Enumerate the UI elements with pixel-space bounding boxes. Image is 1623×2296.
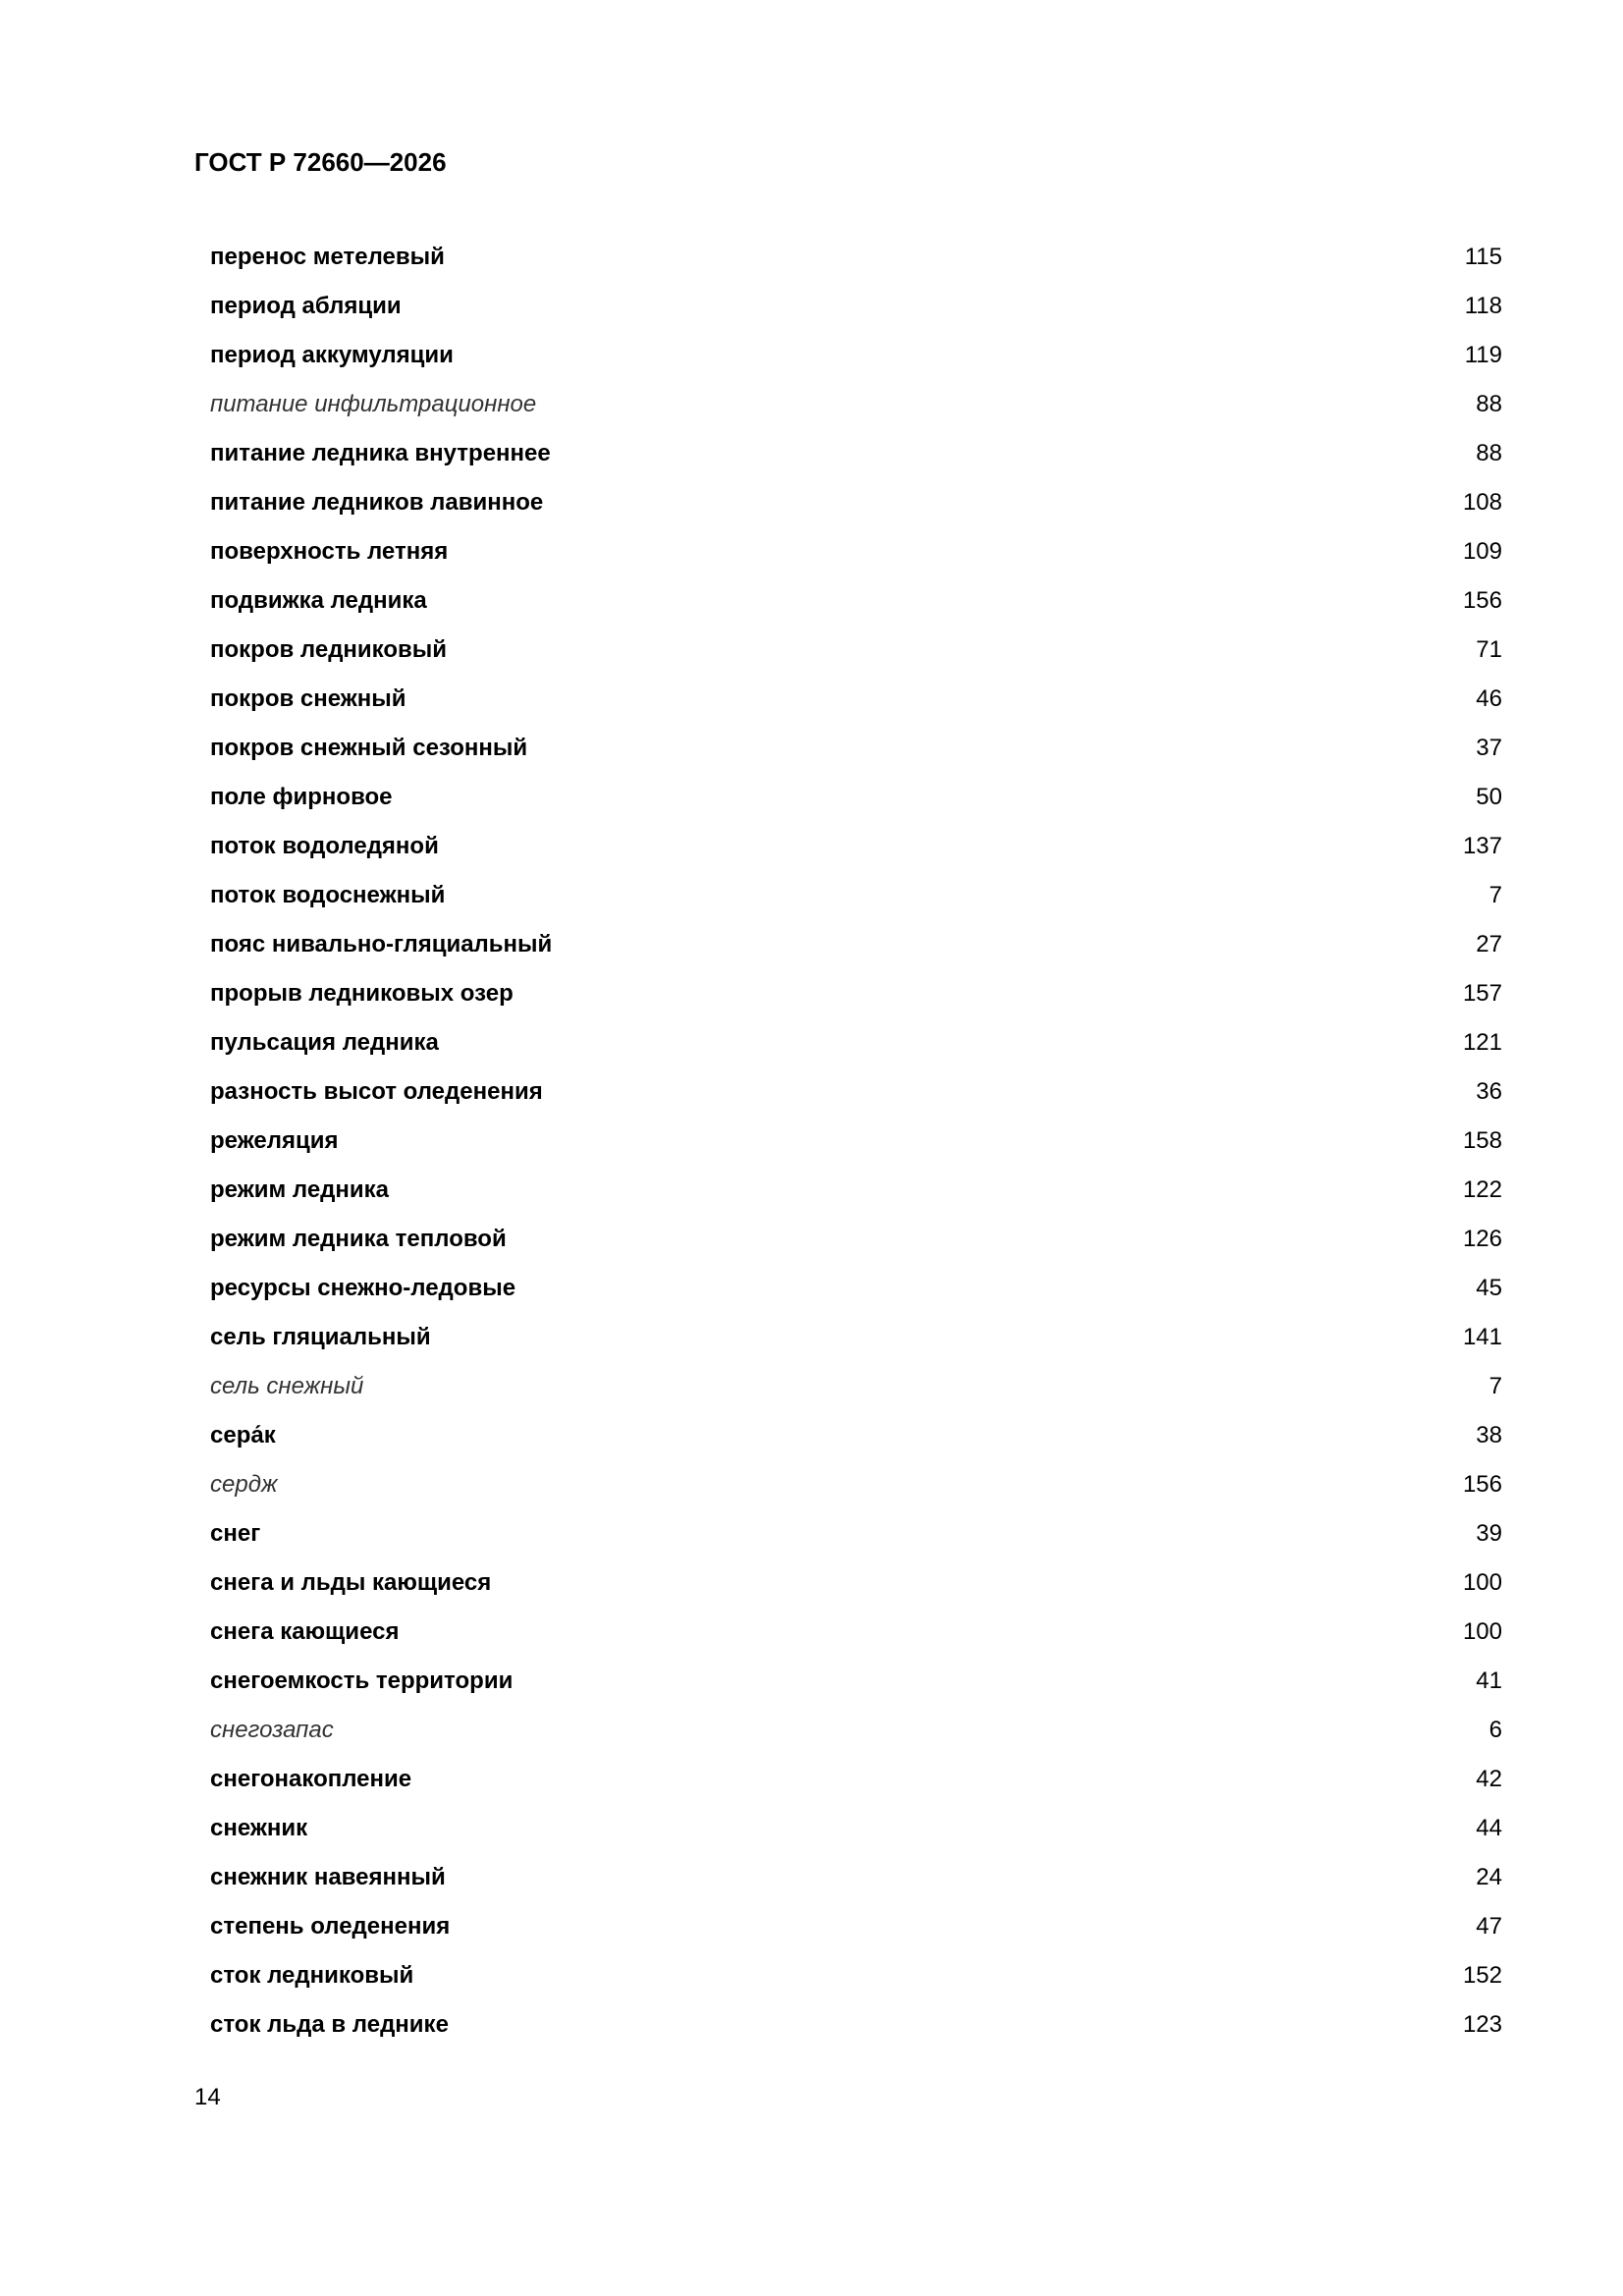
index-term: сток ледниковый (210, 1962, 414, 1989)
index-term: степень оледенения (210, 1913, 451, 1940)
index-entry (210, 483, 1502, 532)
index-entry (210, 1809, 1502, 1858)
index-term: поверхность летняя (210, 538, 449, 565)
index-entry (210, 385, 1502, 434)
index-entry (210, 1121, 1502, 1171)
index-term-number: 156 (1462, 587, 1502, 614)
index-term-number: 27 (1476, 931, 1502, 957)
index-term-number: 44 (1476, 1815, 1502, 1841)
index-entry (210, 827, 1502, 876)
index-entry (210, 1220, 1502, 1269)
index-term: сель гляциальный (210, 1324, 431, 1350)
index-term: поток водоснежный (210, 882, 446, 908)
index-term: покров снежный (210, 685, 406, 712)
index-term: пояс нивально-гляциальный (210, 931, 553, 957)
index-term: снежник (210, 1815, 308, 1841)
index-term: снега кающиеся (210, 1618, 400, 1645)
index-term-number: 141 (1462, 1324, 1502, 1350)
index-entry (210, 1662, 1502, 1711)
index-entry (210, 876, 1502, 925)
index-term-number: 137 (1462, 833, 1502, 859)
index-entry (210, 1613, 1502, 1662)
index-term-number: 7 (1488, 882, 1502, 908)
index-term-number: 88 (1476, 391, 1502, 417)
index-entry (210, 238, 1502, 287)
index-term: покров ледниковый (210, 636, 448, 663)
index-entry (210, 1023, 1502, 1072)
index-term-number: 42 (1476, 1766, 1502, 1792)
index-term-number: 109 (1462, 538, 1502, 565)
index-term-number: 123 (1462, 2011, 1502, 2038)
index-term-number: 121 (1462, 1029, 1502, 1056)
index-entry (210, 1907, 1502, 1956)
index-term: сток льда в леднике (210, 2011, 449, 2038)
index-term-number: 36 (1476, 1078, 1502, 1105)
index-term-number: 100 (1462, 1618, 1502, 1645)
index-term-number: 38 (1476, 1422, 1502, 1449)
index-entry (210, 1956, 1502, 2005)
index-entry (210, 925, 1502, 974)
index-entry (210, 778, 1502, 827)
index-entry (210, 680, 1502, 729)
index-term: разность высот оледенения (210, 1078, 543, 1105)
index-term: режеляция (210, 1127, 339, 1154)
index-term: поле фирновое (210, 784, 393, 810)
page-number: 14 (194, 2084, 221, 2110)
index-entry (210, 532, 1502, 581)
index-entry (210, 2005, 1502, 2054)
index-term-number: 115 (1464, 244, 1502, 270)
index-term: снегонакопление (210, 1766, 412, 1792)
index-term-number: 156 (1462, 1471, 1502, 1498)
index-term: питание ледников лавинное (210, 489, 544, 516)
index-entry (210, 336, 1502, 385)
index-term-number: 100 (1462, 1569, 1502, 1596)
index-entry (210, 1563, 1502, 1613)
index-entry (210, 729, 1502, 778)
index-term: сердж (210, 1471, 278, 1498)
index-term-number: 108 (1462, 489, 1502, 516)
index-term: питание инфильтрационное (210, 391, 537, 417)
index-entry (210, 1269, 1502, 1318)
index-entry (210, 1318, 1502, 1367)
index-entry (210, 630, 1502, 680)
index-term-number: 122 (1462, 1176, 1502, 1203)
index-term-number: 24 (1476, 1864, 1502, 1890)
index-entry (210, 1465, 1502, 1514)
index-term-number: 157 (1462, 980, 1502, 1007)
index-term: пульсация ледника (210, 1029, 439, 1056)
index-term-number: 47 (1476, 1913, 1502, 1940)
index-term: снег (210, 1520, 261, 1547)
index-term: покров снежный сезонный (210, 735, 528, 761)
index-term-number: 41 (1476, 1667, 1502, 1694)
index-entry (210, 974, 1502, 1023)
alphabetical-index (210, 238, 1502, 2054)
index-entry (210, 1760, 1502, 1809)
index-term-number: 39 (1476, 1520, 1502, 1547)
index-term: режим ледника тепловой (210, 1226, 507, 1252)
index-term: подвижка ледника (210, 587, 427, 614)
index-entry (210, 1072, 1502, 1121)
index-entry (210, 287, 1502, 336)
index-term-number: 6 (1488, 1717, 1502, 1743)
index-term: сера́к (210, 1422, 276, 1449)
index-entry (210, 1514, 1502, 1563)
index-term-number: 37 (1476, 735, 1502, 761)
index-entry (210, 1858, 1502, 1907)
index-term-number: 88 (1476, 440, 1502, 466)
index-term-number: 46 (1476, 685, 1502, 712)
index-term: период аккумуляции (210, 342, 454, 368)
index-entry (210, 1367, 1502, 1416)
index-term: снегоемкость территории (210, 1667, 514, 1694)
index-entry (210, 434, 1502, 483)
index-term: ресурсы снежно-ледовые (210, 1275, 516, 1301)
index-term-number: 7 (1488, 1373, 1502, 1399)
index-term: снежник навеянный (210, 1864, 446, 1890)
index-term-number: 50 (1476, 784, 1502, 810)
index-entry (210, 581, 1502, 630)
index-term: снегозапас (210, 1717, 334, 1743)
index-entry (210, 1711, 1502, 1760)
index-term-number: 119 (1464, 342, 1502, 368)
index-term: перенос метелевый (210, 244, 445, 270)
index-term: режим ледника (210, 1176, 390, 1203)
index-term-number: 126 (1462, 1226, 1502, 1252)
index-term: сель снежный (210, 1373, 364, 1399)
index-term: снега и льды кающиеся (210, 1569, 492, 1596)
index-term: питание ледника внутреннее (210, 440, 551, 466)
document-header: ГОСТ Р 72660—2026 (194, 147, 447, 177)
index-term: прорыв ледниковых озер (210, 980, 514, 1007)
index-term: период абляции (210, 293, 402, 319)
index-term: поток водоледяной (210, 833, 439, 859)
index-term-number: 118 (1464, 293, 1502, 319)
index-term-number: 45 (1476, 1275, 1502, 1301)
index-term-number: 152 (1462, 1962, 1502, 1989)
index-term-number: 158 (1462, 1127, 1502, 1154)
index-term-number: 71 (1476, 636, 1502, 663)
index-entry (210, 1171, 1502, 1220)
index-entry (210, 1416, 1502, 1465)
